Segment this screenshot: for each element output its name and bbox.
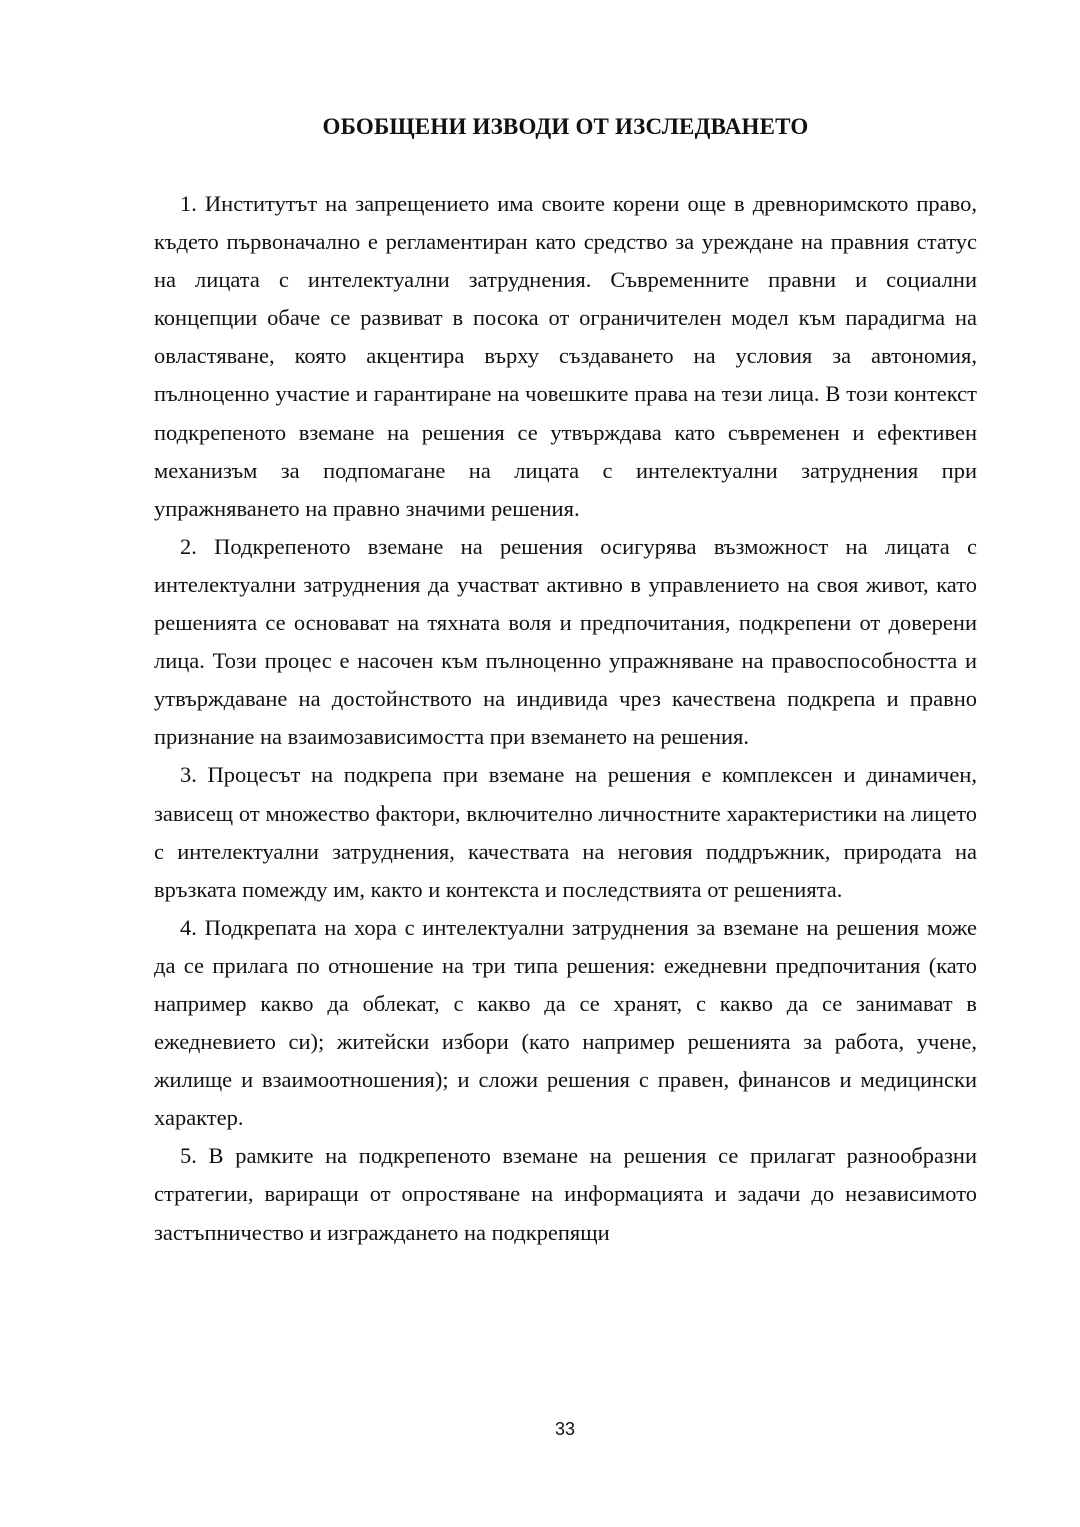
body-text xyxy=(154,185,977,1252)
page-title: ОБОБЩЕНИ ИЗВОДИ ОТ ИЗСЛЕДВАНЕТО xyxy=(322,114,809,139)
paragraph-4: 4. Подкрепата на хора с интелектуални затруднения за вземане на решения може да се прилага по отношение на три типа решения: ежедневни предпочитания (като например какво да облекат, с какво да се хранят, с какво да се занимават в ежедневието си); житейски избори (като например решенията за работа, учене, жилище и взаимоотношения); и сложи решения с правен, финансов и медицински характер. xyxy=(154,914,977,1131)
paragraph-3: 3. Процесът на подкрепа при вземане на решения е комплексен и динамичен, зависещ от множество фактори, включително личностните характеристики на лицето с интелектуални затруднения, качествата на неговия поддръжник, природата на връзката помежду им, както и контекста и последствията от решенията. xyxy=(154,762,977,902)
paragraph-1: 1. Институтът на запрещението има своите корени още в древноримското право, където първоначално е регламентиран като средство за уреждане на правния статус на лицата с интелектуални затруднения. Съвременните правни и социални концепции обаче се развиват в посока от ограничителен модел към парадигма на овластяване, която акцентира върху създаването на условия за автономия, пълноценно участие и гарантиране на човешките права на тези лица. В този контекст подкрепеното вземане на решения се утвърждава като съвременен и ефективен механизъм за подпомагане на лицата с интелектуални затруднения при упражняването на правно значими решения. xyxy=(154,191,977,521)
page-number: 33 xyxy=(554,1419,576,1439)
paragraph-2: 2. Подкрепеното вземане на решения осигурява възможност на лицата с интелектуални затруднения да участват активно в управлението на своя живот, като решенията се основават на тяхната воля и предпочитания, подкрепени от доверени лица. Този процес е насочен към пълноценно упражняване на правоспособността и утвърждаване на достойнството на индивида чрез качествена подкрепа и правно признание на взаимозависимостта при вземането на решения. xyxy=(154,533,977,750)
paragraph-5: 5. В рамките на подкрепеното вземане на решения се прилагат разнообразни стратегии, вариращи от опростяване на информацията и задачи до независимото застъпничество и изграждането на подкрепящи xyxy=(154,1143,977,1245)
